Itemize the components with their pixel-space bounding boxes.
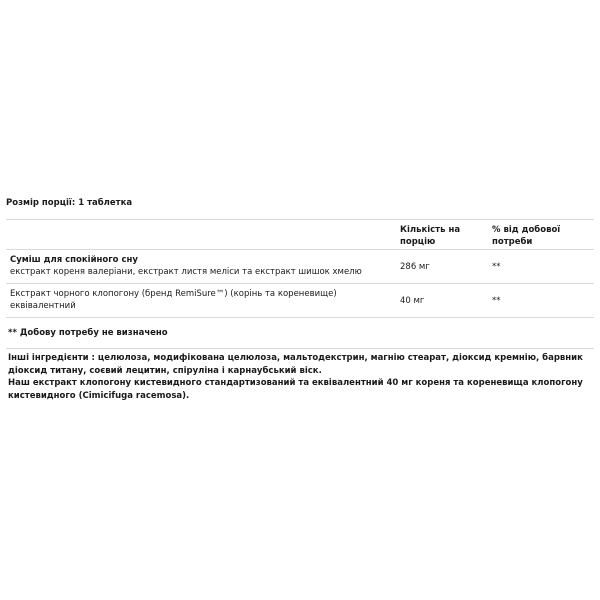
header-amount: Кількість на порцію [396, 220, 488, 250]
serving-size: Розмір порції: 1 таблетка [6, 198, 133, 208]
supplement-facts-table [6, 219, 594, 318]
other-ingredients-block [6, 352, 594, 402]
ingredient-cell [6, 250, 396, 284]
ingredient-cell [6, 284, 396, 318]
daily-value-footnote: ** Добову потребу не визначено [6, 327, 594, 349]
blend-name: Суміш для спокійного сну [10, 255, 138, 265]
other-ingredients: Інші інгредієнти : целюлоза, модифікована целюлоза, мальтодекстрин, магнію стеарат, діоксид кремнію, барвник діоксид титану, соєвий лецитин, спіруліна і карнаубський віск. [8, 353, 583, 376]
table-header-row [6, 220, 594, 250]
supplement-facts-panel [6, 196, 594, 402]
ingredient-name: Екстракт чорного клопогону (бренд RemiSure™) (корінь та кореневище) еквівалентний [10, 289, 337, 311]
amount-cell: 286 мг [396, 250, 488, 284]
blend-components: екстракт кореня валеріани, екстракт листя меліси та екстракт шишок хмелю [10, 267, 362, 277]
header-ingredient [6, 220, 396, 250]
standardization-note: Наш екстракт клопогону кистевидного стандартизований та еквівалентний 40 мг кореня та кореневища клопогону кистевидного (Cimicifuga racemosa). [8, 378, 583, 401]
header-daily-value: % від добової потреби [488, 220, 594, 250]
amount-cell: 40 мг [396, 284, 488, 318]
table-row [6, 250, 594, 284]
daily-value-cell: ** [488, 284, 594, 318]
daily-value-cell: ** [488, 250, 594, 284]
table-row [6, 284, 594, 318]
